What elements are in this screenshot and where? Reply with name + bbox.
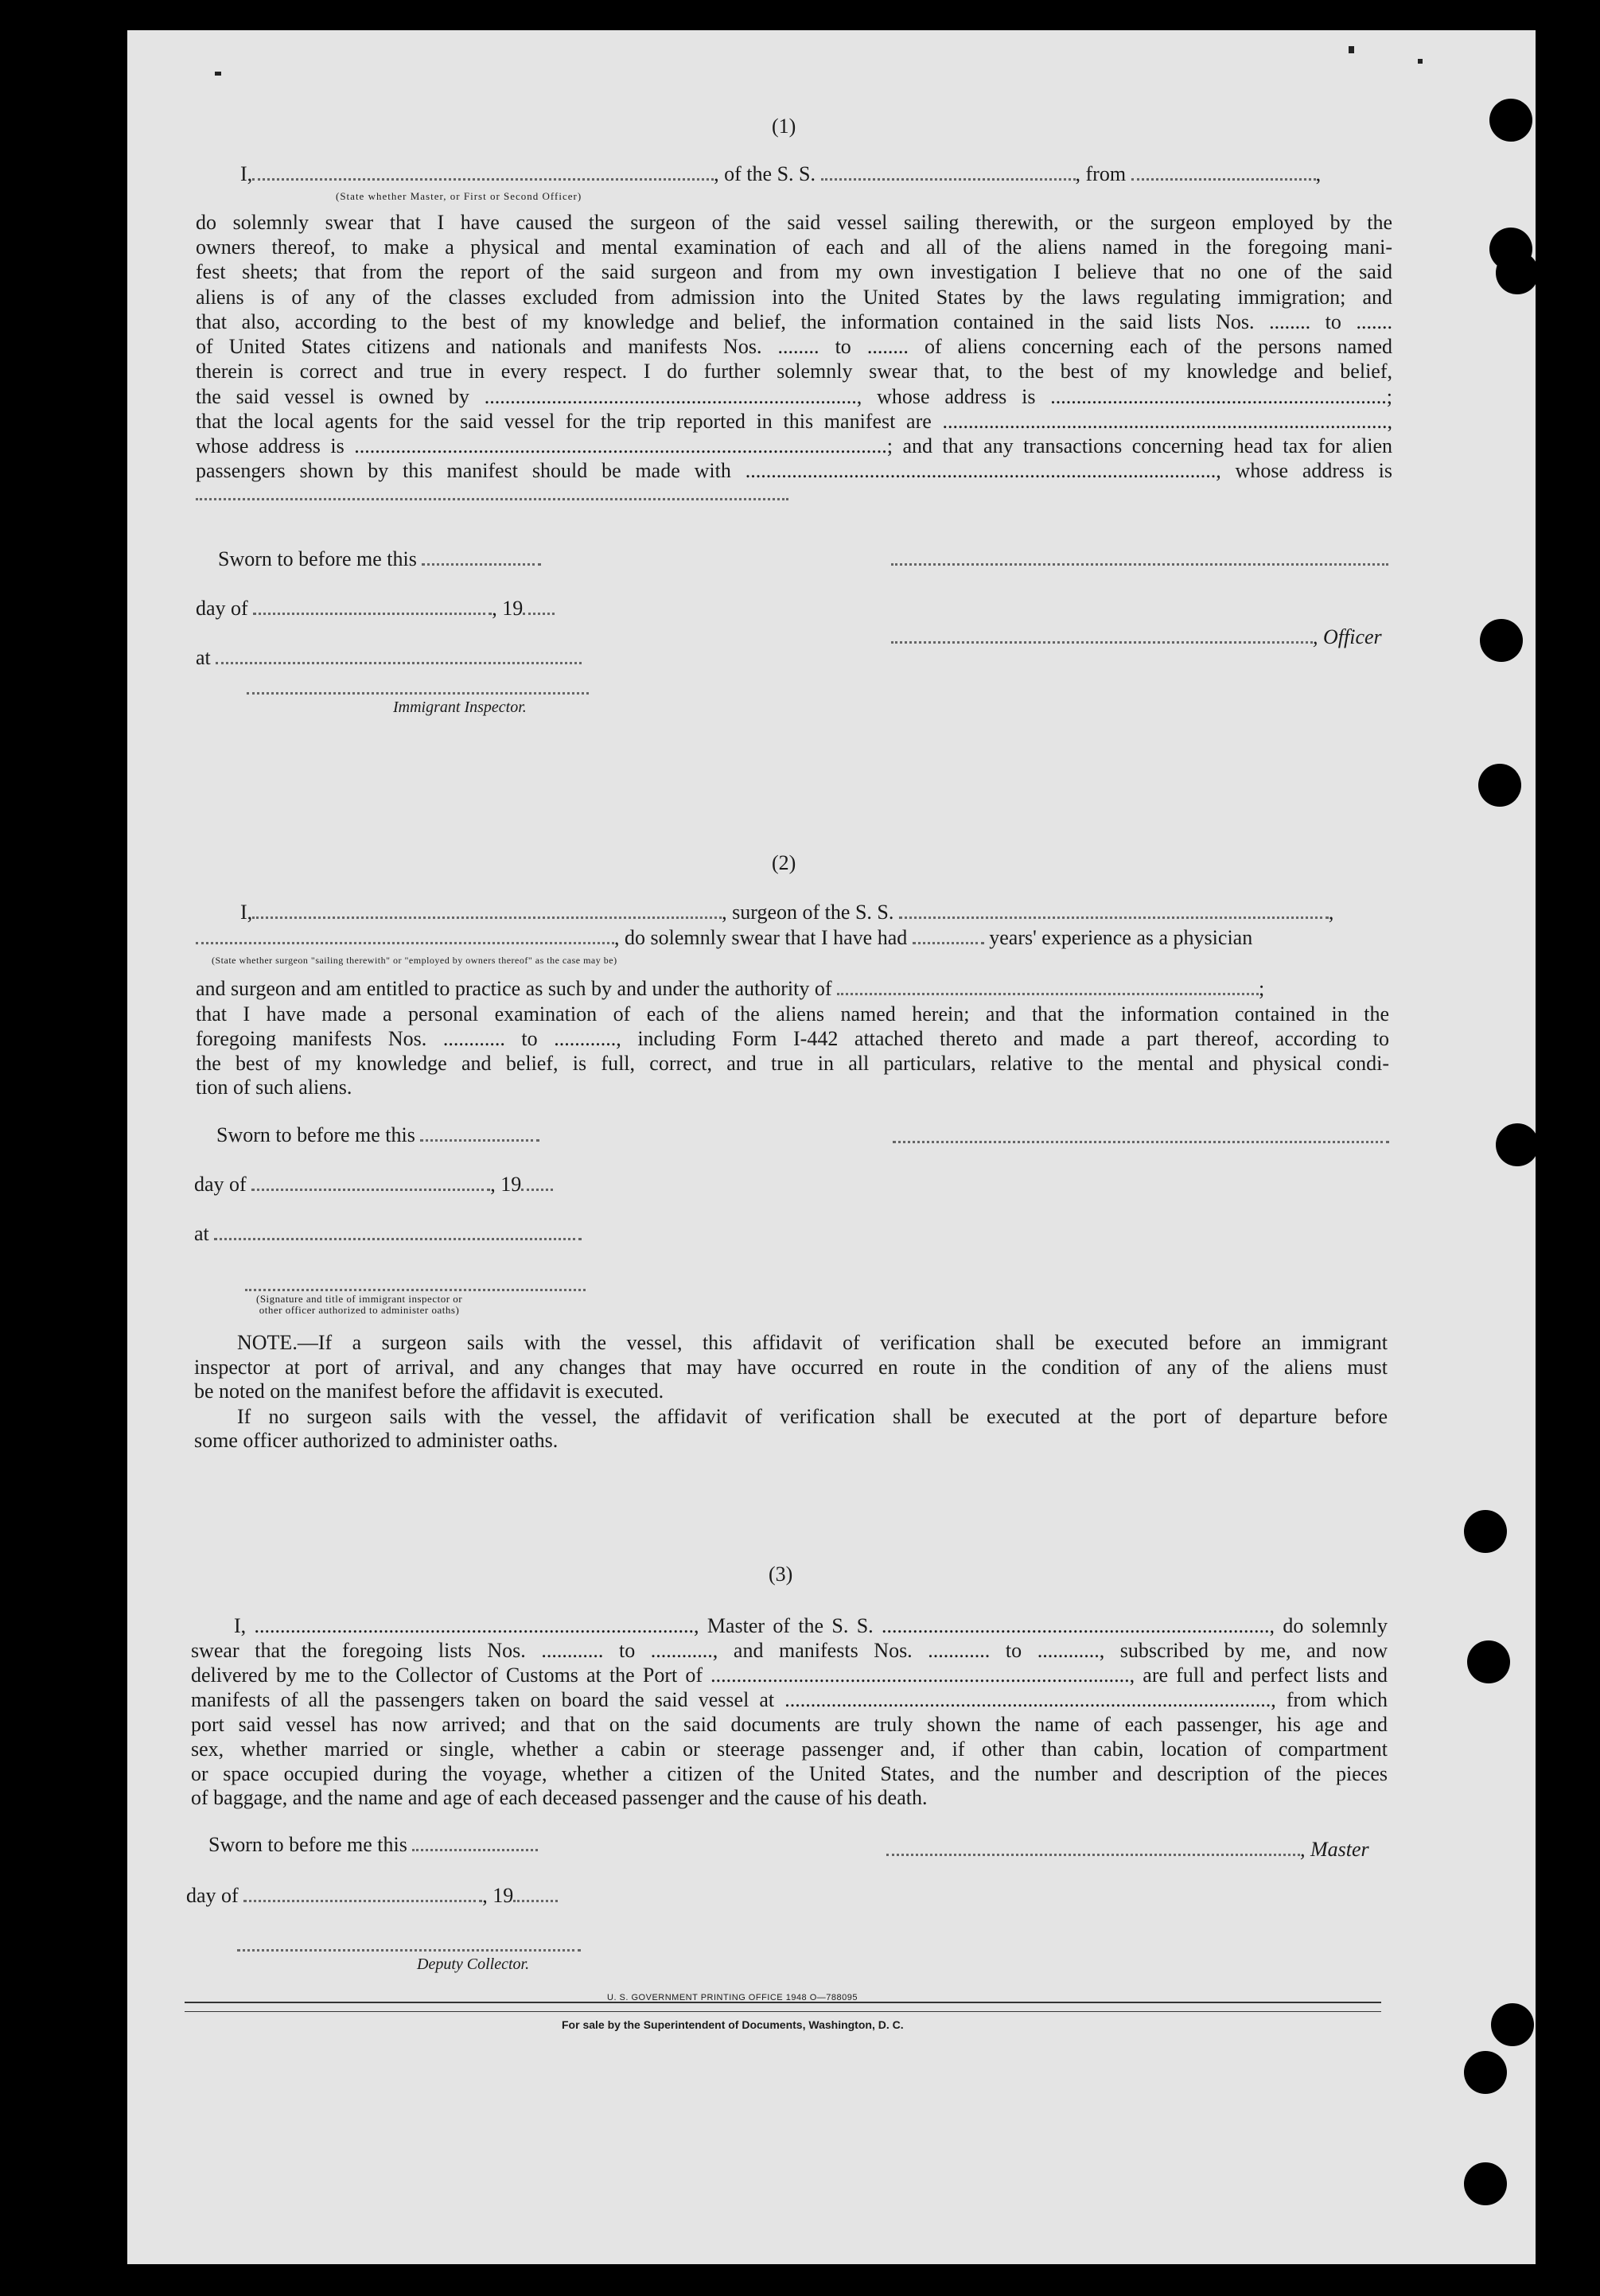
section-number: (1) xyxy=(772,115,796,138)
at-label: at xyxy=(196,646,582,670)
officer-signature: , Officer xyxy=(891,625,1382,649)
day-of-label: day of , 19 xyxy=(186,1884,558,1908)
inspector-line xyxy=(245,1289,586,1291)
punch-hole xyxy=(1480,619,1523,662)
section2-line2: , do solemnly swear that I have had years' experience as a physician xyxy=(196,926,1252,950)
sig-note: (Signature and title of immigrant inspector or other officer authorized to administer oaths) xyxy=(256,1293,463,1316)
field-note: (State whether Master, or First or Second Officer) xyxy=(336,190,582,202)
punch-hole xyxy=(1467,1640,1510,1683)
sworn-label: Sworn to before me this xyxy=(218,547,541,571)
inspector-label: Immigrant Inspector. xyxy=(393,699,527,716)
punch-hole xyxy=(1478,764,1521,807)
section-number: (2) xyxy=(772,851,796,874)
section-number: (3) xyxy=(769,1562,793,1586)
punch-hole xyxy=(1496,1123,1539,1166)
day-of-label: day of , 19 xyxy=(196,597,555,621)
day-of-label: day of , 19 xyxy=(194,1173,553,1197)
punch-hole xyxy=(1464,2162,1507,2205)
punch-hole xyxy=(1464,2051,1507,2094)
section2-line1: I, , surgeon of the S. S. , xyxy=(240,901,1334,924)
master-signature: , Master xyxy=(886,1838,1369,1862)
sworn-label: Sworn to before me this xyxy=(216,1123,539,1147)
address-blank xyxy=(196,498,788,500)
punch-hole xyxy=(1491,2003,1534,2046)
from-blank xyxy=(1131,164,1316,181)
signature-line xyxy=(893,1141,1389,1143)
signature-line xyxy=(891,563,1388,566)
document-page: (1) I, , of the S. S. , from , (State whether Master, or First or Second Officer) do solemnly swear that I have caused the surgeon of the said vessel sailing therewith, or the surgeon employed by the owners thereof, to make a physical and mental examination of each and all of the aliens named in the foregoing mani- fest sheets; that from the report of the said surgeon and from my own investigation I believe that no one of the said aliens is of any of the classes excluded from admission into the United States by the laws regulating immigration; and that also, according to the best of my knowledge and belief, the information contained in the said lists Nos. ........ to ....... of United States citizens and nationals and manifests Nos. ........ to ........ of aliens concerning each of the persons named therein is correct and true in every respect. I do further solemnly swear that, to the best of my knowledge and belief, the said vessel is owned by ........................................................................, whose address is .................................................................; that the local agents for the said vessel for the trip reported in this manifest are ......................................................................................, whose address is .......................................................................................................; and that any transactions concerning head tax for alien passengers shown by this manifest should be made with ..........................................................................................., whose address is Sworn to before me this day of , 19 , Officer at Immigrant Inspector. (2) I, , surgeon of the S. S. , , do solemnly swear that I have had years' experience as a physician (State whether surgeon "sailing therewith" or "employed by owners thereof" as the case may be) and surgeon and am entitled to practice as such by and under the authority of ; that I have made a personal examination of each of the aliens named herein; and that the information contained in the foregoing manifests Nos. ............ to ............, including Form I-442 attached thereto and made a part thereof, according to the best of my knowledge and belief, is full, correct, and true in all particulars, relative to the mental and physical condi- tion of such aliens. Sworn to before me this day of , 19 at (Signature and title of immigrant inspector or other officer authorized to administer oaths) NOTE.—If a surgeon sails with the vessel, this affidavit of verification shall be executed before an immigrant inspector at port of arrival, and any changes that may have occurred en route in the condition of any of the aliens must be noted on the manifest before the affidavit is executed. If no surgeon sails with the vessel, the affidavit of verification shall be executed at the port of departure before some officer authorized to administer oaths. (3) I, ....................................................................................., Master of the S. S. ..........................................................................., do solemnly swear that the foregoing lists Nos. ............ to ............, and manifests Nos. ............ to ............, subscribed by me, and now delivered by me to the Collector of Customs at the Port of ................................................................................., are full and perfect lists and manifests of all the passengers taken on board the said vessel at .............................................................................................., from which port said vessel has now arrived; and that on the said documents are truly shown the name of each passenger, his age and sex, whether married or single, whether a cabin or steerage passenger and, if other than cabin, location of compartment or space occupied during the voyage, whether a citizen of the United States, and the number and description of the pieces of baggage, and the name and age of each deceased passenger and the cause of his death. Sworn to before me this , Master day of , 19 Deputy Collector. U. S. GOVERNMENT PRINTING OFFICE 1948 O—788095 For sale by the Superintendent of Documents, Washington, D. C. xyxy=(127,30,1536,2264)
footer-rule xyxy=(185,2011,1381,2012)
deputy-label: Deputy Collector. xyxy=(417,1955,530,1973)
field-note: (State whether surgeon "sailing therewith" or "employed by owners thereof" as the case may be) xyxy=(212,955,617,966)
deputy-line xyxy=(237,1949,581,1952)
at-label: at xyxy=(194,1222,582,1246)
inspector-line xyxy=(247,692,589,695)
vessel-blank xyxy=(821,164,1076,181)
section1-line1: I, , of the S. S. , from , xyxy=(240,162,1322,185)
punch-hole xyxy=(1464,1510,1507,1553)
punch-hole xyxy=(1489,99,1532,142)
name-blank xyxy=(252,164,714,181)
footer-rule xyxy=(185,2002,1381,2003)
sworn-label: Sworn to before me this xyxy=(208,1833,538,1857)
punch-hole xyxy=(1496,251,1539,294)
printing-office: U. S. GOVERNMENT PRINTING OFFICE 1948 O—788095 xyxy=(607,1993,858,2002)
sale-note: For sale by the Superintendent of Documents, Washington, D. C. xyxy=(562,2018,904,2031)
section2-line3: and surgeon and am entitled to practice as such by and under the authority of ; xyxy=(196,977,1265,1000)
